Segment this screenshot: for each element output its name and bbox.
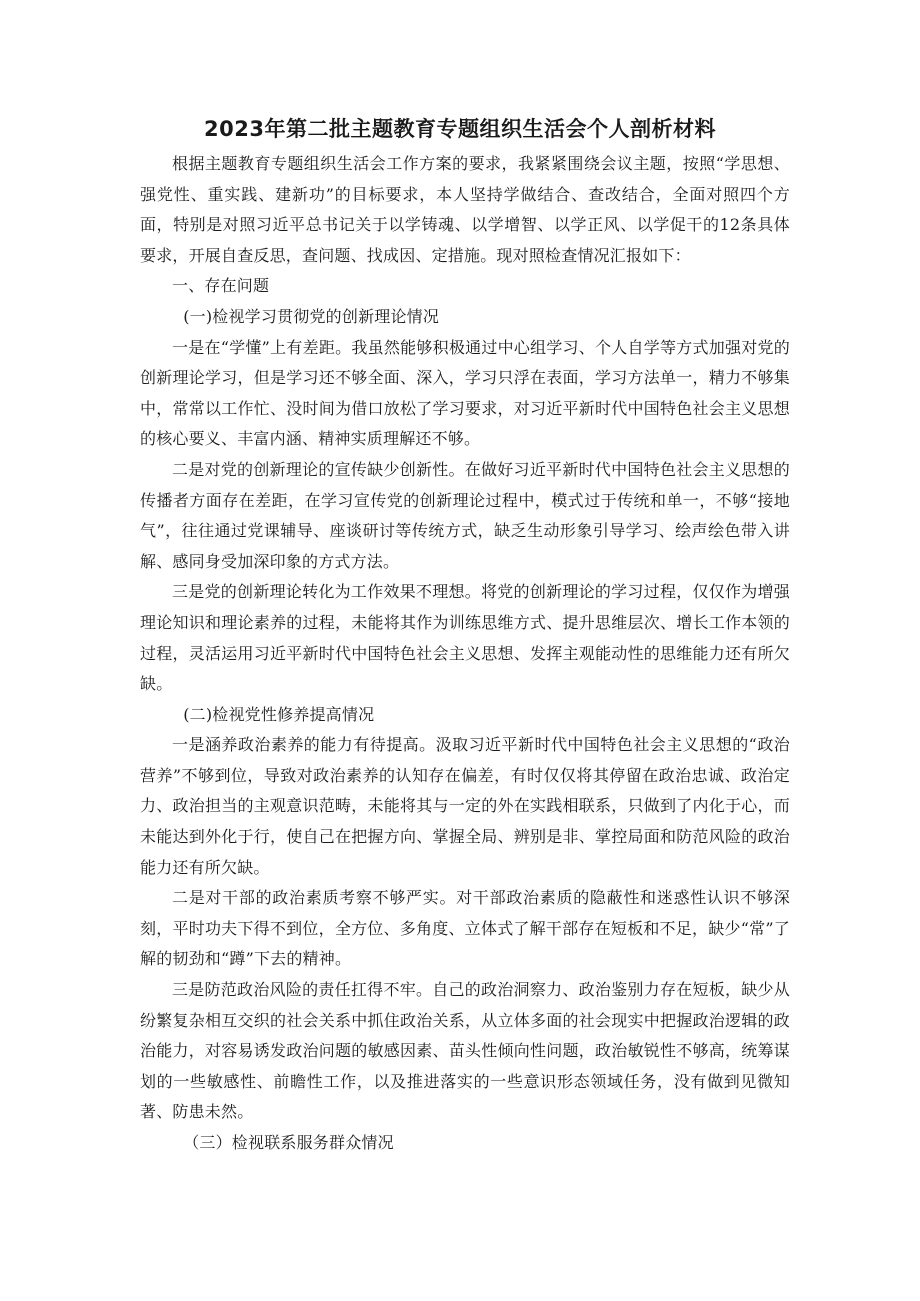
document-body xyxy=(140,149,790,1159)
subsection-heading-theory-study: (一)检视学习贯彻党的创新理论情况 xyxy=(183,306,440,326)
paragraph-party-spirit-2: 二是对干部的政治素质考察不够严实。对干部政治素质的隐蔽性和迷惑性认识不够深刻，平时功夫下得不到位，全方位、多角度、立体式了解干部存在短板和不足，缺少“常”了解的韧劲和“蹲”下去的精神。 xyxy=(140,888,790,969)
paragraph-theory-1: 一是在“学懂”上有差距。我虽然能够积极通过中心组学习、个人自学等方式加强对党的创新理论学习，但是学习还不够全面、深入，学习只浮在表面，学习方法单一，精力不够集中，常常以工作忙、没时间为借口放松了学习要求，对习近平新时代中国特色社会主义思想的核心要义、丰富内涵、精神实质理解还不够。 xyxy=(140,337,790,449)
paragraph-party-spirit-3: 三是防范政治风险的责任扛得不牢。自己的政治洞察力、政治鉴别力存在短板，缺少从纷繁复杂相互交织的社会关系中抓住政治关系，从立体多面的社会现实中把握政治逻辑的政治能力，对容易诱发政治问题的敏感因素、苗头性倾向性问题，政治敏锐性不够高，统筹谋划的一些敏感性、前瞻性工作，以及推进落实的一些意识形态领域任务，没有做到见微知著、防患未然。 xyxy=(140,980,790,1122)
subsection-heading-serving-masses: （三）检视联系服务群众情况 xyxy=(183,1133,394,1152)
intro-paragraph: 根据主题教育专题组织生活会工作方案的要求，我紧紧围绕会议主题，按照“学思想、强党性、重实践、建新功”的目标要求，本人坚持学做结合、查改结合，全面对照四个方面，特别是对照习近平总书记关于以学铸魂、以学增智、以学正风、以学促干的12条具体要求，开展自查反思，查问题、找成因、定措施。现对照检查情况汇报如下： xyxy=(140,154,790,265)
section-heading-problems: 一、存在问题 xyxy=(172,276,270,296)
paragraph-theory-3: 三是党的创新理论转化为工作效果不理想。将党的创新理论的学习过程，仅仅作为增强理论知识和理论素养的过程，未能将其作为训练思维方式、提升思维层次、增长工作本领的过程，灵活运用习近平新时代中国特色社会主义思想、发挥主观能动性的思维能力还有所欠缺。 xyxy=(140,582,790,694)
paragraph-theory-2: 二是对党的创新理论的宣传缺少创新性。在做好习近平新时代中国特色社会主义思想的传播者方面存在差距，在学习宣传党的创新理论过程中，模式过于传统和单一，不够“接地气”，往往通过党课辅导、座谈研讨等传统方式，缺乏生动形象引导学习、绘声绘色带入讲解、感同身受加深印象的方式方法。 xyxy=(140,459,790,571)
subsection-heading-party-spirit: (二)检视党性修养提高情况 xyxy=(183,704,375,724)
paragraph-party-spirit-1: 一是涵养政治素养的能力有待提高。汲取习近平新时代中国特色社会主义思想的“政治营养”不够到位，导致对政治素养的认知存在偏差，有时仅仅将其停留在政治忠诚、政治定力、政治担当的主观意识范畴，未能将其与一定的外在实践相联系，只做到了内化于心，而未能达到外化于行，使自己在把握方向、掌握全局、辨别是非、掌控局面和防范风险的政治能力还有所欠缺。 xyxy=(140,735,790,877)
document-title: 2023年第二批主题教育专题组织生活会个人剖析材料 xyxy=(204,117,716,141)
